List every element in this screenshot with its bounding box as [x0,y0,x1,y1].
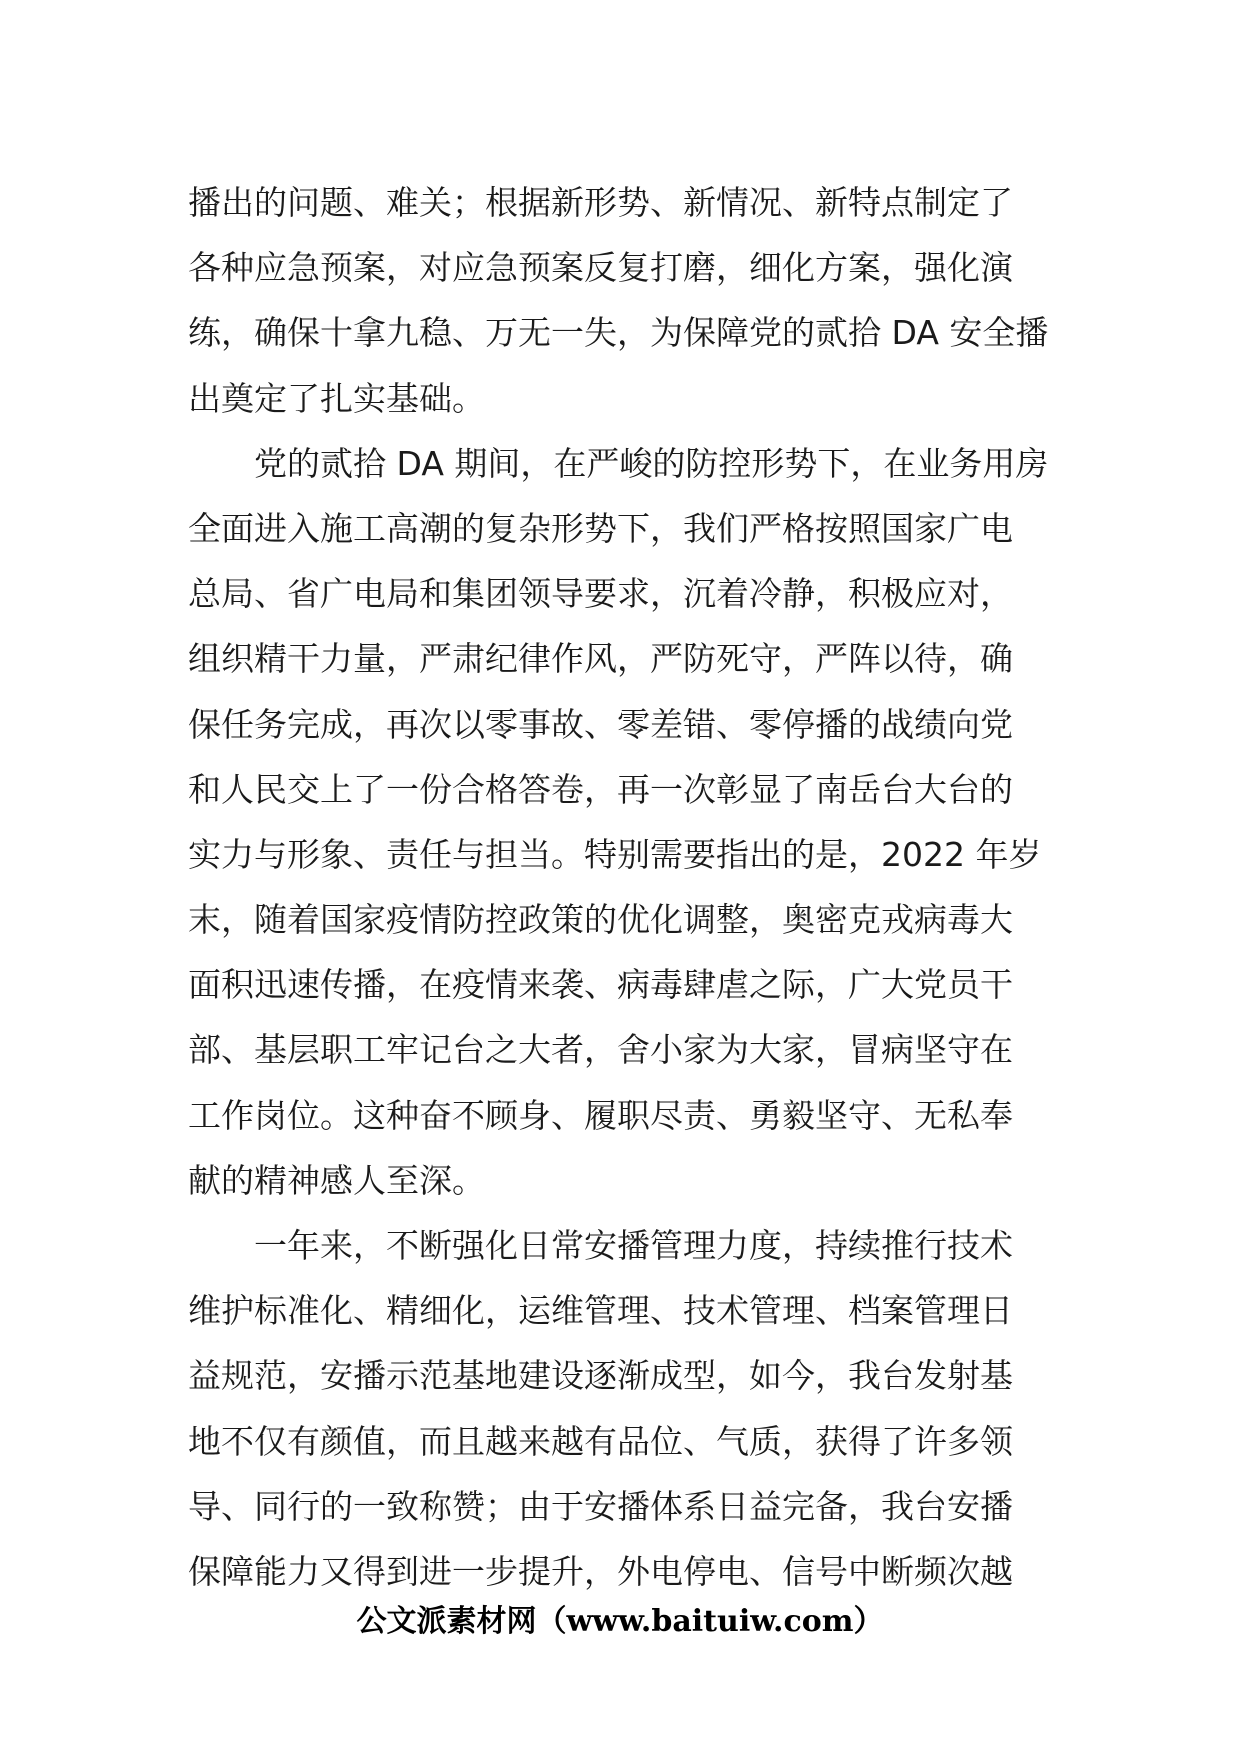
text-line: 总局、省广电局和集团领导要求，沉着冷静，积极应对， [188,574,1013,614]
text-line: 组织精干力量，严肃纪律作风，严防死守，严阵以待，确 [188,639,1013,679]
text-line: 末，随着国家疫情防控政策的优化调整，奥密克戎病毒大 [188,900,1013,940]
text-line: 部、基层职工牢记台之大者，舍小家为大家，冒病坚守在 [188,1030,1013,1070]
text-line: 和人民交上了一份合格答卷，再一次彰显了南岳台大台的 [188,769,1013,809]
text-line: 维护标准化、精细化，运维管理、技术管理、档案管理日 [188,1291,1013,1331]
footer-watermark: 公文派素材网（www.baituiw.com） [356,1604,884,1639]
text-line: 保障能力又得到进一步提升，外电停电、信号中断频次越 [188,1551,1013,1591]
text-line: 导、同行的一致称赞；由于安播体系日益完备，我台安播 [188,1486,1013,1526]
text-line: 各种应急预案，对应急预案反复打磨，细化方案，强化演 [188,248,1013,288]
text-line: 练，确保十拿九稳、万无一失，为保障党的贰拾 DA 安全播 [188,313,1049,353]
text-line: 全面进入施工高潮的复杂形势下，我们严格按照国家广电 [188,508,1013,548]
text-line: 出奠定了扎实基础。 [188,378,485,418]
text-line: 保任务完成，再次以零事故、零差错、零停播的战绩向党 [188,704,1013,744]
paragraph-first-line: 一年来，不断强化日常安播管理力度，持续推行技术 [254,1226,1013,1265]
text-line: 播出的问题、难关；根据新形势、新情况、新特点制定了 [188,183,1013,222]
text-line: 益规范，安播示范基地建设逐渐成型，如今，我台发射基 [188,1356,1013,1396]
paragraph-first-line: 党的贰拾 DA 期间，在严峻的防控形势下，在业务用房 [254,443,1049,483]
text-line: 地不仅有颜值，而且越来越有品位、气质，获得了许多领 [188,1421,1013,1461]
text-line: 献的精神感人至深。 [188,1160,485,1200]
text-line: 实力与形象、责任与担当。特别需要指出的是，2022 年岁 [188,834,1042,874]
body-text [188,170,1060,1604]
text-line: 工作岗位。这种奋不顾身、履职尽责、勇毅坚守、无私奉 [188,1095,1013,1135]
text-line: 面积迅速传播，在疫情来袭、病毒肆虐之际，广大党员干 [188,965,1013,1005]
